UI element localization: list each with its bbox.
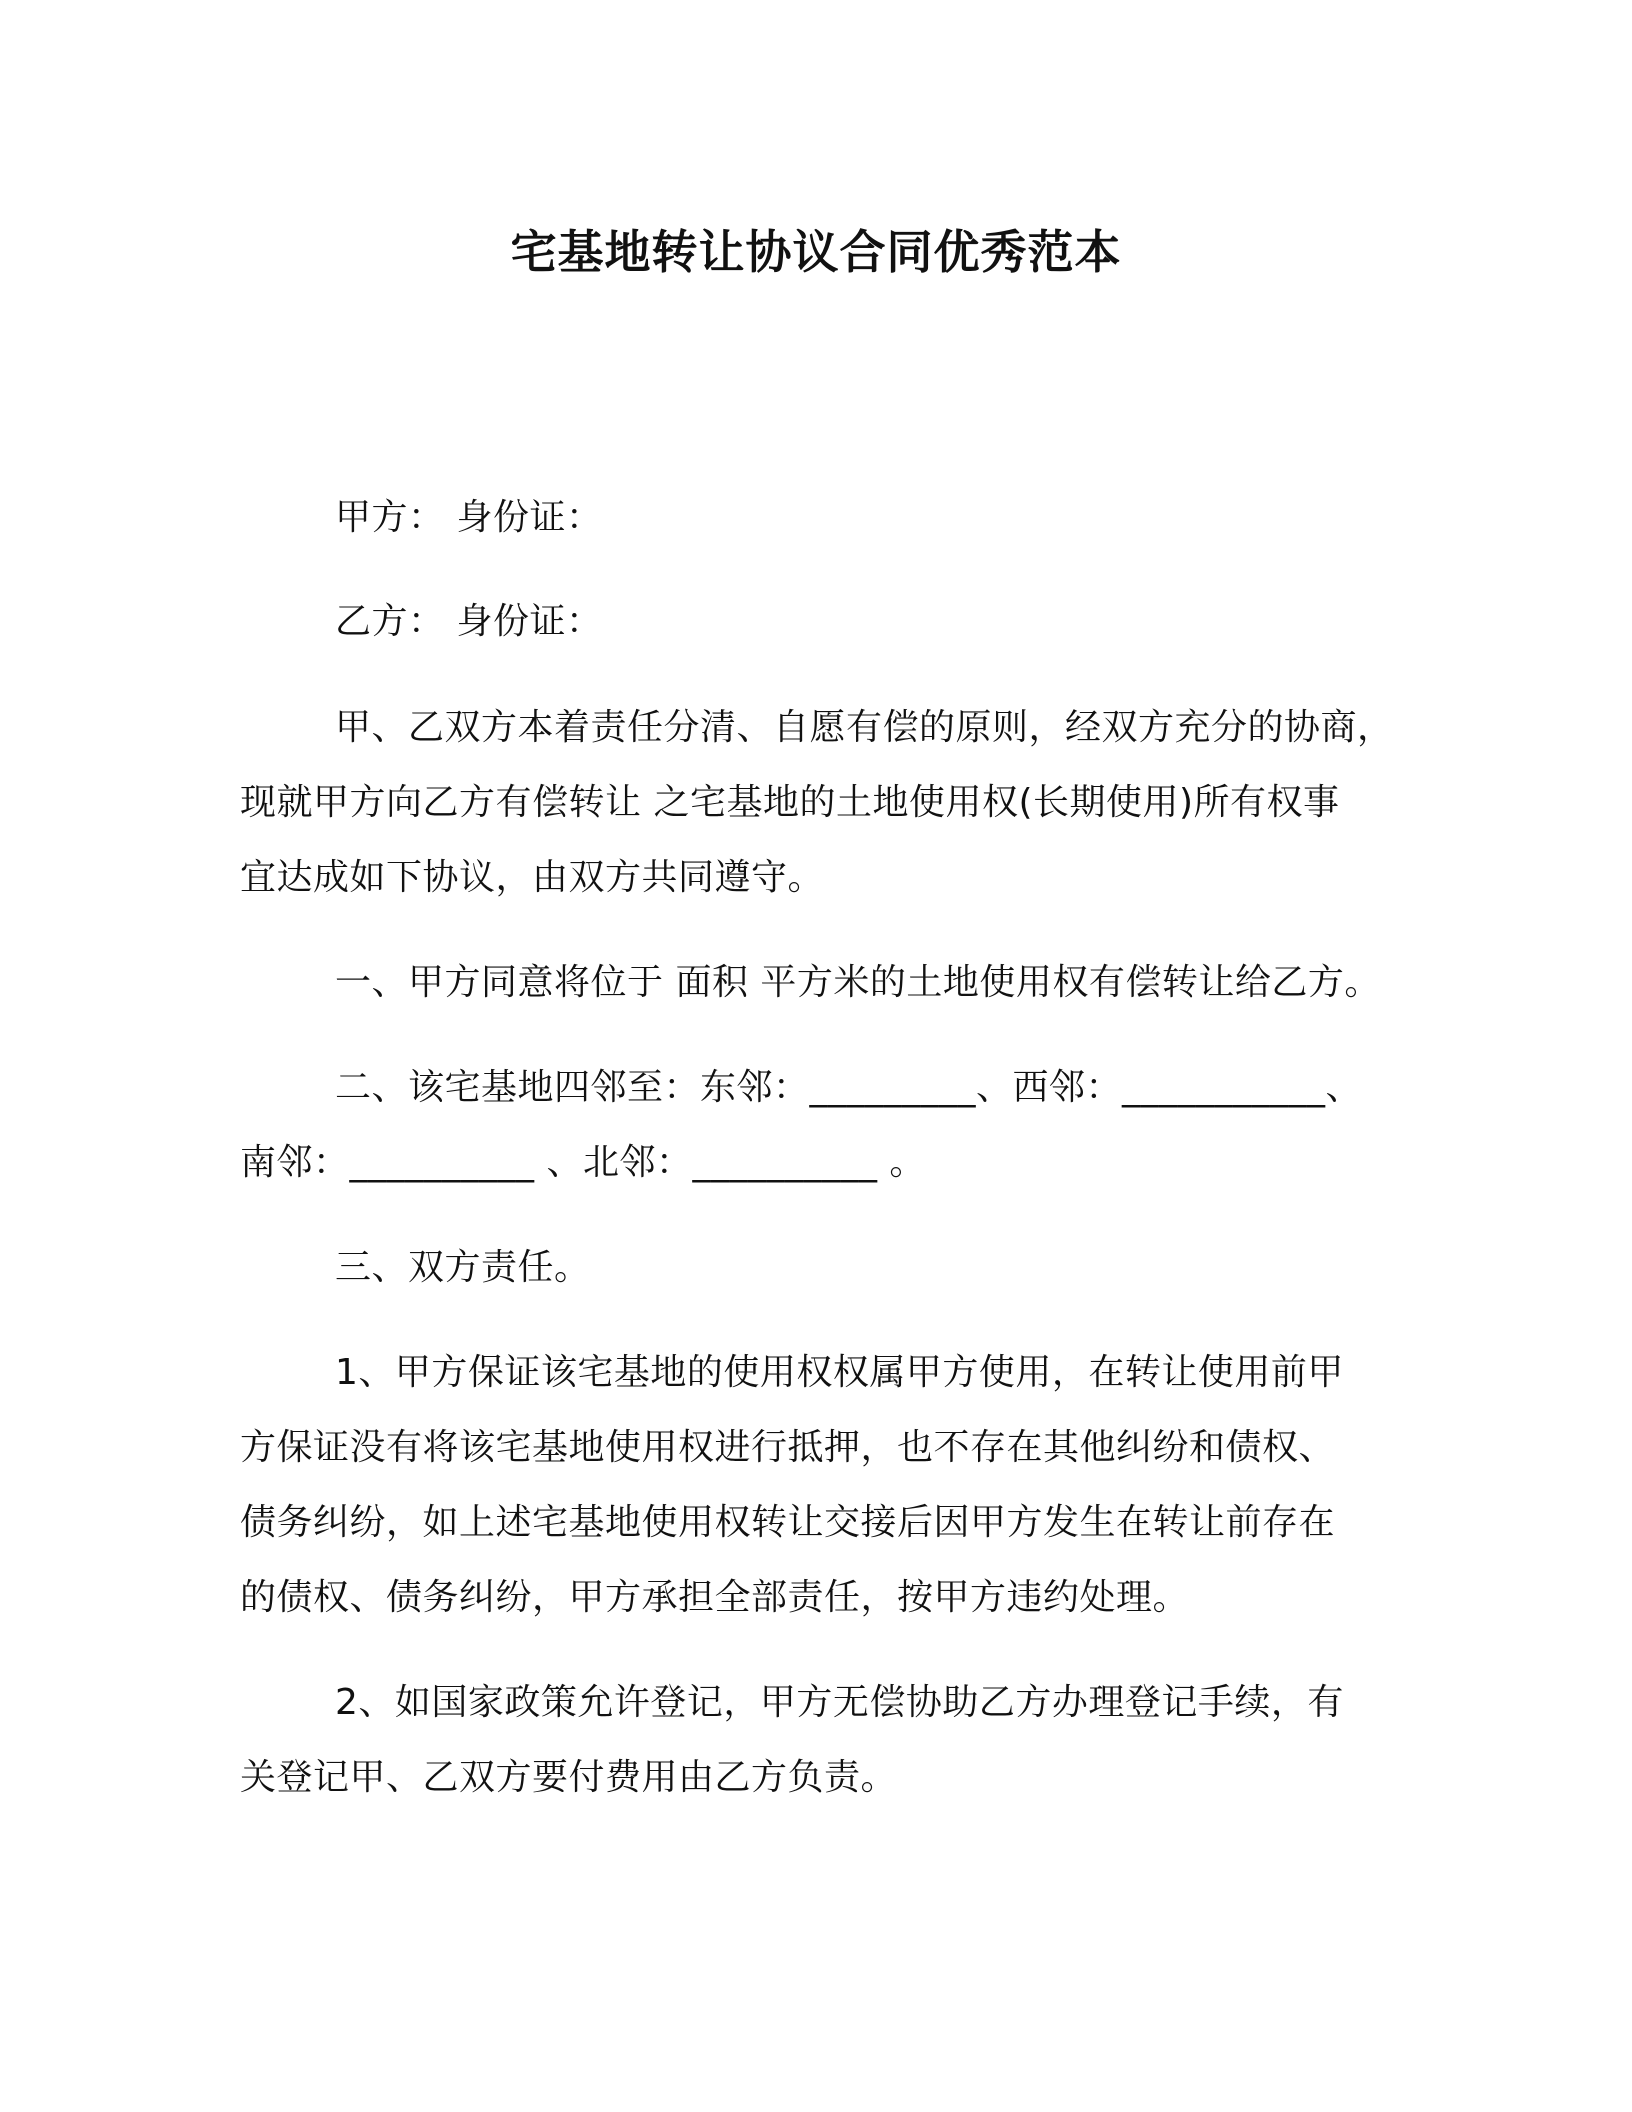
preamble-line-2: 现就甲方向乙方有偿转让 之宅基地的土地使用权(长期使用)所有权事 (240, 782, 1340, 823)
item-1-line-3: 债务纠纷，如上述宅基地使用权转让交接后因甲方发生在转让前存在 (240, 1502, 1336, 1543)
clause-1: 一、甲方同意将位于 面积 平方米的土地使用权有偿转让给乙方。 (335, 962, 1381, 1003)
clause-2-line-2: 南邻：__________ 、北邻：__________ 。 (240, 1142, 926, 1183)
clause-3-heading: 三、双方责任。 (335, 1247, 591, 1288)
item-1-line-1: 1、甲方保证该宅基地的使用权权属甲方使用，在转让使用前甲 (335, 1352, 1344, 1393)
item-1-line-2: 方保证没有将该宅基地使用权进行抵押，也不存在其他纠纷和债权、 (240, 1427, 1336, 1468)
preamble-line-3: 宜达成如下协议，由双方共同遵守。 (240, 857, 825, 898)
item-1-line-4: 的债权、债务纠纷，甲方承担全部责任，按甲方违约处理。 (240, 1577, 1190, 1618)
document-title: 宅基地转让协议合同优秀范本 (510, 225, 1122, 279)
clause-2-line-1: 二、该宅基地四邻至：东邻：_________、西邻：___________、 (335, 1067, 1363, 1108)
item-2-line-1: 2、如国家政策允许登记，甲方无偿协助乙方办理登记手续，有 (335, 1682, 1344, 1723)
preamble-line-1: 甲、乙双方本着责任分清、自愿有偿的原则，经双方充分的协商， (335, 707, 1394, 748)
party-b-line: 乙方： 身份证： (335, 601, 603, 642)
party-a-line: 甲方： 身份证： (335, 497, 603, 538)
item-2-line-2: 关登记甲、乙双方要付费用由乙方负责。 (240, 1757, 898, 1798)
